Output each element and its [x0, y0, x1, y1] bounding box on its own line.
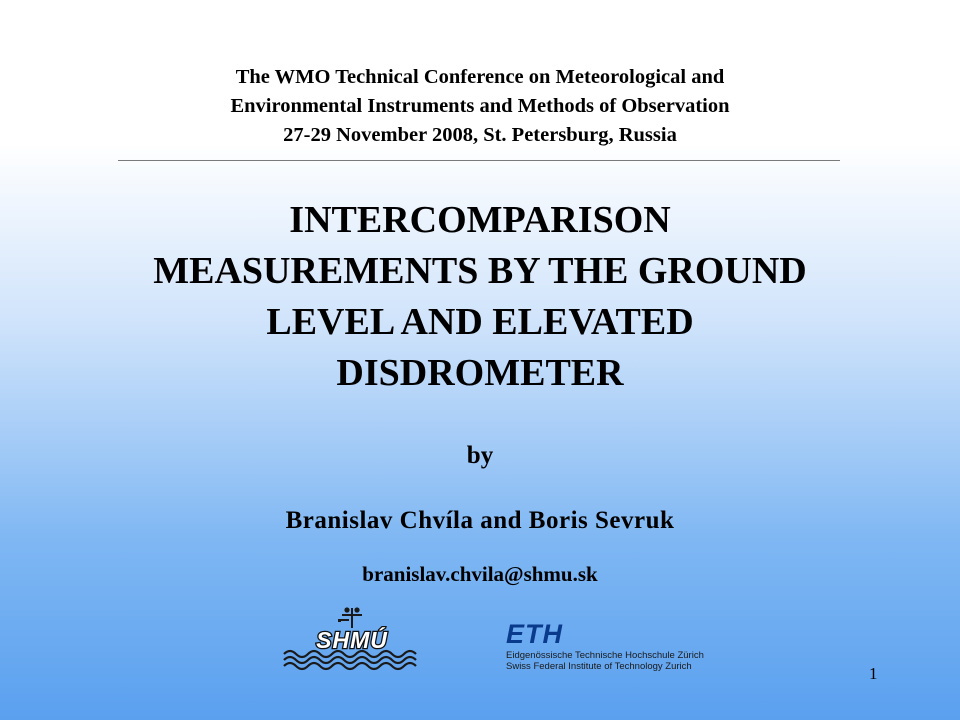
page-number: 1: [869, 664, 878, 683]
email-address: branislav.chvila@shmu.sk: [362, 562, 598, 586]
conference-header: [0, 63, 960, 150]
conference-line-2: Environmental Instruments and Methods of Observation: [230, 95, 730, 117]
title-line-4: DISDROMETER: [336, 352, 624, 394]
eth-name-english: Swiss Federal Institute of Technology Zurich: [506, 661, 692, 672]
authors: Branislav Chvíla and Boris Sevruk: [285, 507, 675, 534]
title-line-1: INTERCOMPARISON: [289, 199, 671, 241]
title-line-3: LEVEL AND ELEVATED: [266, 301, 694, 343]
slide-title: [0, 195, 960, 399]
shmu-logo: [278, 604, 426, 672]
svg-text:SHMÚ: SHMÚ: [316, 627, 388, 653]
conference-line-3: 27-29 November 2008, St. Petersburg, Russia: [283, 124, 677, 146]
title-line-2: MEASUREMENTS BY THE GROUND: [153, 250, 807, 292]
header-divider: [118, 160, 840, 161]
eth-name-german: Eidgenössische Technische Hochschule Zürich: [506, 650, 704, 661]
eth-logo: [506, 620, 722, 676]
eth-wordmark: ETH: [506, 619, 563, 649]
waves-icon: [284, 651, 416, 669]
weather-mast-icon: [338, 607, 362, 628]
by-label: by: [466, 442, 494, 469]
conference-line-1: The WMO Technical Conference on Meteorological and: [235, 66, 725, 88]
